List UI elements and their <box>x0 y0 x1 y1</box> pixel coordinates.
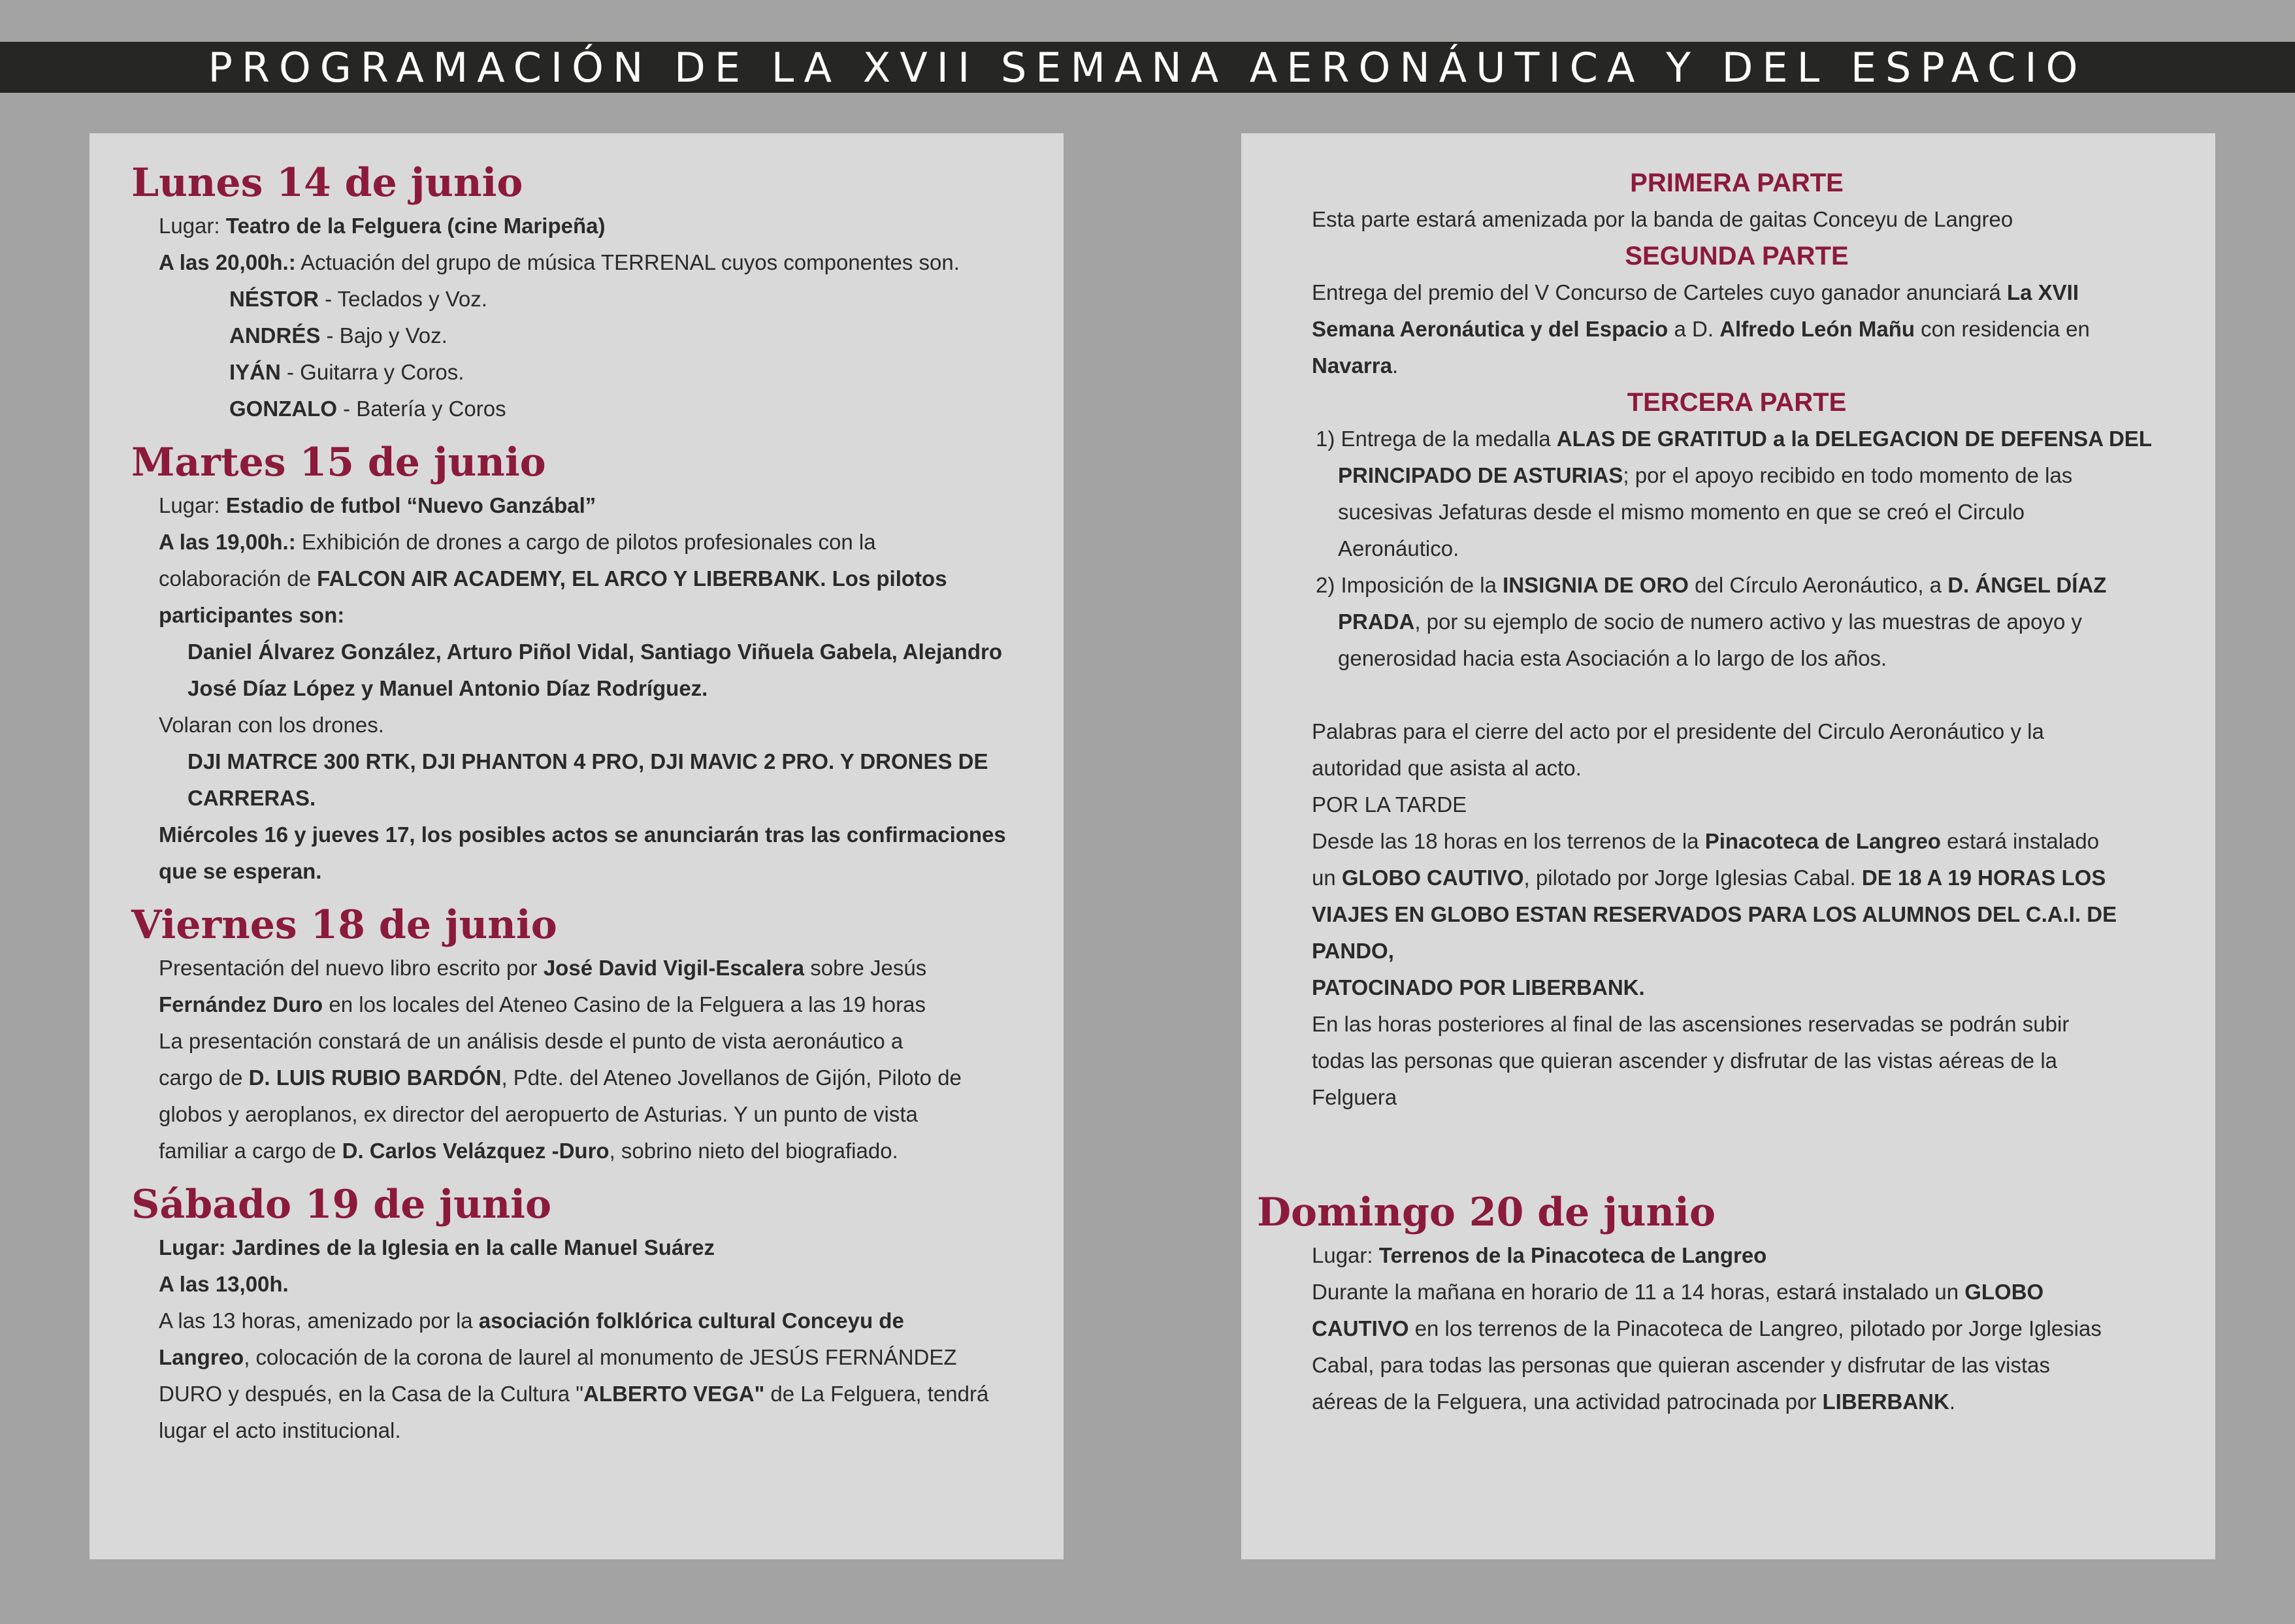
cierre-line: PATOCINADO POR LIBERBANK. <box>1312 975 1645 999</box>
drones-list: DJI MATRCE 300 RTK, DJI PHANTON 4 PRO, DJI MAVIC 2 PRO. Y DRONES DE <box>187 749 988 773</box>
tercera-item-1: sucesivas Jefaturas desde el mismo momento en que se creó el Circulo <box>1338 500 2025 524</box>
pilots-list: José Díaz López y Manuel Antonio Díaz Rodríguez. <box>187 676 708 700</box>
martes-line: A las 19,00h.: Exhibición de drones a cargo de pilotos profesionales con la <box>159 530 876 554</box>
cierre-line: Felguera <box>1312 1085 1397 1109</box>
tercera-item-2: generosidad hacia esta Asociación a lo largo de los años. <box>1338 646 1887 670</box>
cierre-line: Desde las 18 horas en los terrenos de la Pinacoteca de Langreo estará instalado <box>1312 829 2100 853</box>
segunda-line: Navarra. <box>1312 353 1399 378</box>
day-heading-sabado: Sábado 19 de junio <box>131 1182 552 1227</box>
section-title-segunda: SEGUNDA PARTE <box>1625 242 1849 270</box>
martes-line: participantes son: <box>159 603 345 627</box>
domingo-line: aéreas de la Felguera, una actividad patrocinada por LIBERBANK. <box>1312 1389 1956 1414</box>
right-panel <box>1241 133 2215 1559</box>
domingo-line: Cabal, para todas las personas que quieran ascender y disfrutar de las vistas <box>1312 1353 2050 1377</box>
cierre-line: autoridad que asista al acto. <box>1312 756 1582 780</box>
sabado-time: A las 13,00h. <box>159 1272 289 1296</box>
drones-intro: Volaran con los drones. <box>159 713 384 737</box>
day-heading-viernes: Viernes 18 de junio <box>131 902 557 948</box>
cierre-line: VIAJES EN GLOBO ESTAN RESERVADOS PARA LOS ALUMNOS DEL C.A.I. DE PANDO, <box>1312 902 2117 963</box>
page-title: PROGRAMACIÓN DE LA XVII SEMANA AERONÁUTICA Y DEL ESPACIO <box>208 43 2087 91</box>
cierre-line: Palabras para el cierre del acto por el presidente del Circulo Aeronáutico y la <box>1312 719 2044 743</box>
tercera-item-2: PRADA, por su ejemplo de socio de numero activo y las muestras de apoyo y <box>1338 609 2083 634</box>
segunda-line: Entrega del premio del V Concurso de Carteles cuyo ganador anunciará La XVII <box>1312 280 2079 304</box>
domingo-line: CAUTIVO en los terrenos de la Pinacoteca de Langreo, pilotado por Jorge Iglesias <box>1312 1316 2102 1340</box>
sabado-line: Langreo, colocación de la corona de laurel al monumento de JESÚS FERNÁNDEZ <box>159 1345 957 1369</box>
lunes-time: A las 20,00h.: Actuación del grupo de música TERRENAL cuyos componentes son. <box>159 250 960 274</box>
drones-list: CARRERAS. <box>187 786 316 810</box>
viernes-line: Fernández Duro en los locales del Ateneo Casino de la Felguera a las 19 horas <box>159 992 926 1016</box>
sabado-line: DURO y después, en la Casa de la Cultura "ALBERTO VEGA" de La Felguera, tendrá <box>159 1382 989 1406</box>
martes-note: Miércoles 16 y jueves 17, los posibles actos se anunciarán tras las confirmaciones <box>159 822 1006 847</box>
tercera-item-1: PRINCIPADO DE ASTURIAS; por el apoyo recibido en todo momento de las <box>1338 463 2073 487</box>
primera-text: Esta parte estará amenizada por la banda de gaitas Conceyu de Langreo <box>1312 207 2013 231</box>
viernes-line: Presentación del nuevo libro escrito por José David Vigil-Escalera sobre Jesús <box>159 956 927 980</box>
tarde-label: POR LA TARDE <box>1312 792 1467 817</box>
member-item: IYÁN - Guitarra y Coros. <box>229 360 464 384</box>
member-item: ANDRÉS - Bajo y Voz. <box>229 323 448 348</box>
member-item: GONZALO - Batería y Coros <box>229 397 506 421</box>
section-title-tercera: TERCERA PARTE <box>1627 388 1847 417</box>
viernes-line: familiar a cargo de D. Carlos Velázquez -Duro, sobrino nieto del biografiado. <box>159 1139 898 1163</box>
viernes-line: cargo de D. LUIS RUBIO BARDÓN, Pdte. del Ateneo Jovellanos de Gijón, Piloto de <box>159 1065 962 1090</box>
sabado-lugar: Lugar: Jardines de la Iglesia en la calle Manuel Suárez <box>159 1235 715 1259</box>
viernes-line: globos y aeroplanos, ex director del aeropuerto de Asturias. Y un punto de vista <box>159 1102 918 1126</box>
section-title-primera: PRIMERA PARTE <box>1630 169 1844 197</box>
day-heading-martes: Martes 15 de junio <box>131 440 546 485</box>
tercera-item-2: 2) Imposición de la INSIGNIA DE ORO del Círculo Aeronáutico, a D. ÁNGEL DÍAZ <box>1316 573 2107 597</box>
page-title-banner <box>0 42 2295 93</box>
tercera-item-1: Aeronáutico. <box>1338 536 1459 560</box>
domingo-line: Durante la mañana en horario de 11 a 14 horas, estará instalado un GLOBO <box>1312 1280 2044 1304</box>
left-panel <box>90 133 1064 1559</box>
cierre-line: un GLOBO CAUTIVO, pilotado por Jorge Iglesias Cabal. DE 18 A 19 HORAS LOS <box>1312 866 2106 890</box>
day-heading-lunes: Lunes 14 de junio <box>131 160 523 206</box>
pilots-list: Daniel Álvarez González, Arturo Piñol Vidal, Santiago Viñuela Gabela, Alejandro <box>187 640 1002 664</box>
day-heading-domingo: Domingo 20 de junio <box>1257 1190 1716 1235</box>
sabado-line: lugar el acto institucional. <box>159 1418 401 1442</box>
martes-line: colaboración de FALCON AIR ACADEMY, EL ARCO Y LIBERBANK. Los pilotos <box>159 566 947 591</box>
segunda-line: Semana Aeronáutica y del Espacio a D. Alfredo León Mañu con residencia en <box>1312 317 2090 341</box>
tercera-item-1: 1) Entrega de la medalla ALAS DE GRATITUD a la DELEGACION DE DEFENSA DEL <box>1316 427 2152 451</box>
viernes-line: La presentación constará de un análisis desde el punto de vista aeronáutico a <box>159 1029 903 1053</box>
martes-note: que se esperan. <box>159 859 322 883</box>
cierre-line: todas las personas que quieran ascender y disfrutar de las vistas aéreas de la <box>1312 1048 2057 1073</box>
member-item: NÉSTOR - Teclados y Voz. <box>229 287 487 311</box>
sabado-line: A las 13 horas, amenizado por la asociación folklórica cultural Conceyu de <box>159 1308 904 1333</box>
domingo-lugar: Lugar: Terrenos de la Pinacoteca de Langreo <box>1312 1243 1767 1267</box>
martes-lugar: Lugar: Estadio de futbol “Nuevo Ganzábal” <box>159 493 596 517</box>
cierre-line: En las horas posteriores al final de las ascensiones reservadas se podrán subir <box>1312 1012 2070 1036</box>
lunes-lugar: Lugar: Teatro de la Felguera (cine Maripeña) <box>159 214 606 238</box>
